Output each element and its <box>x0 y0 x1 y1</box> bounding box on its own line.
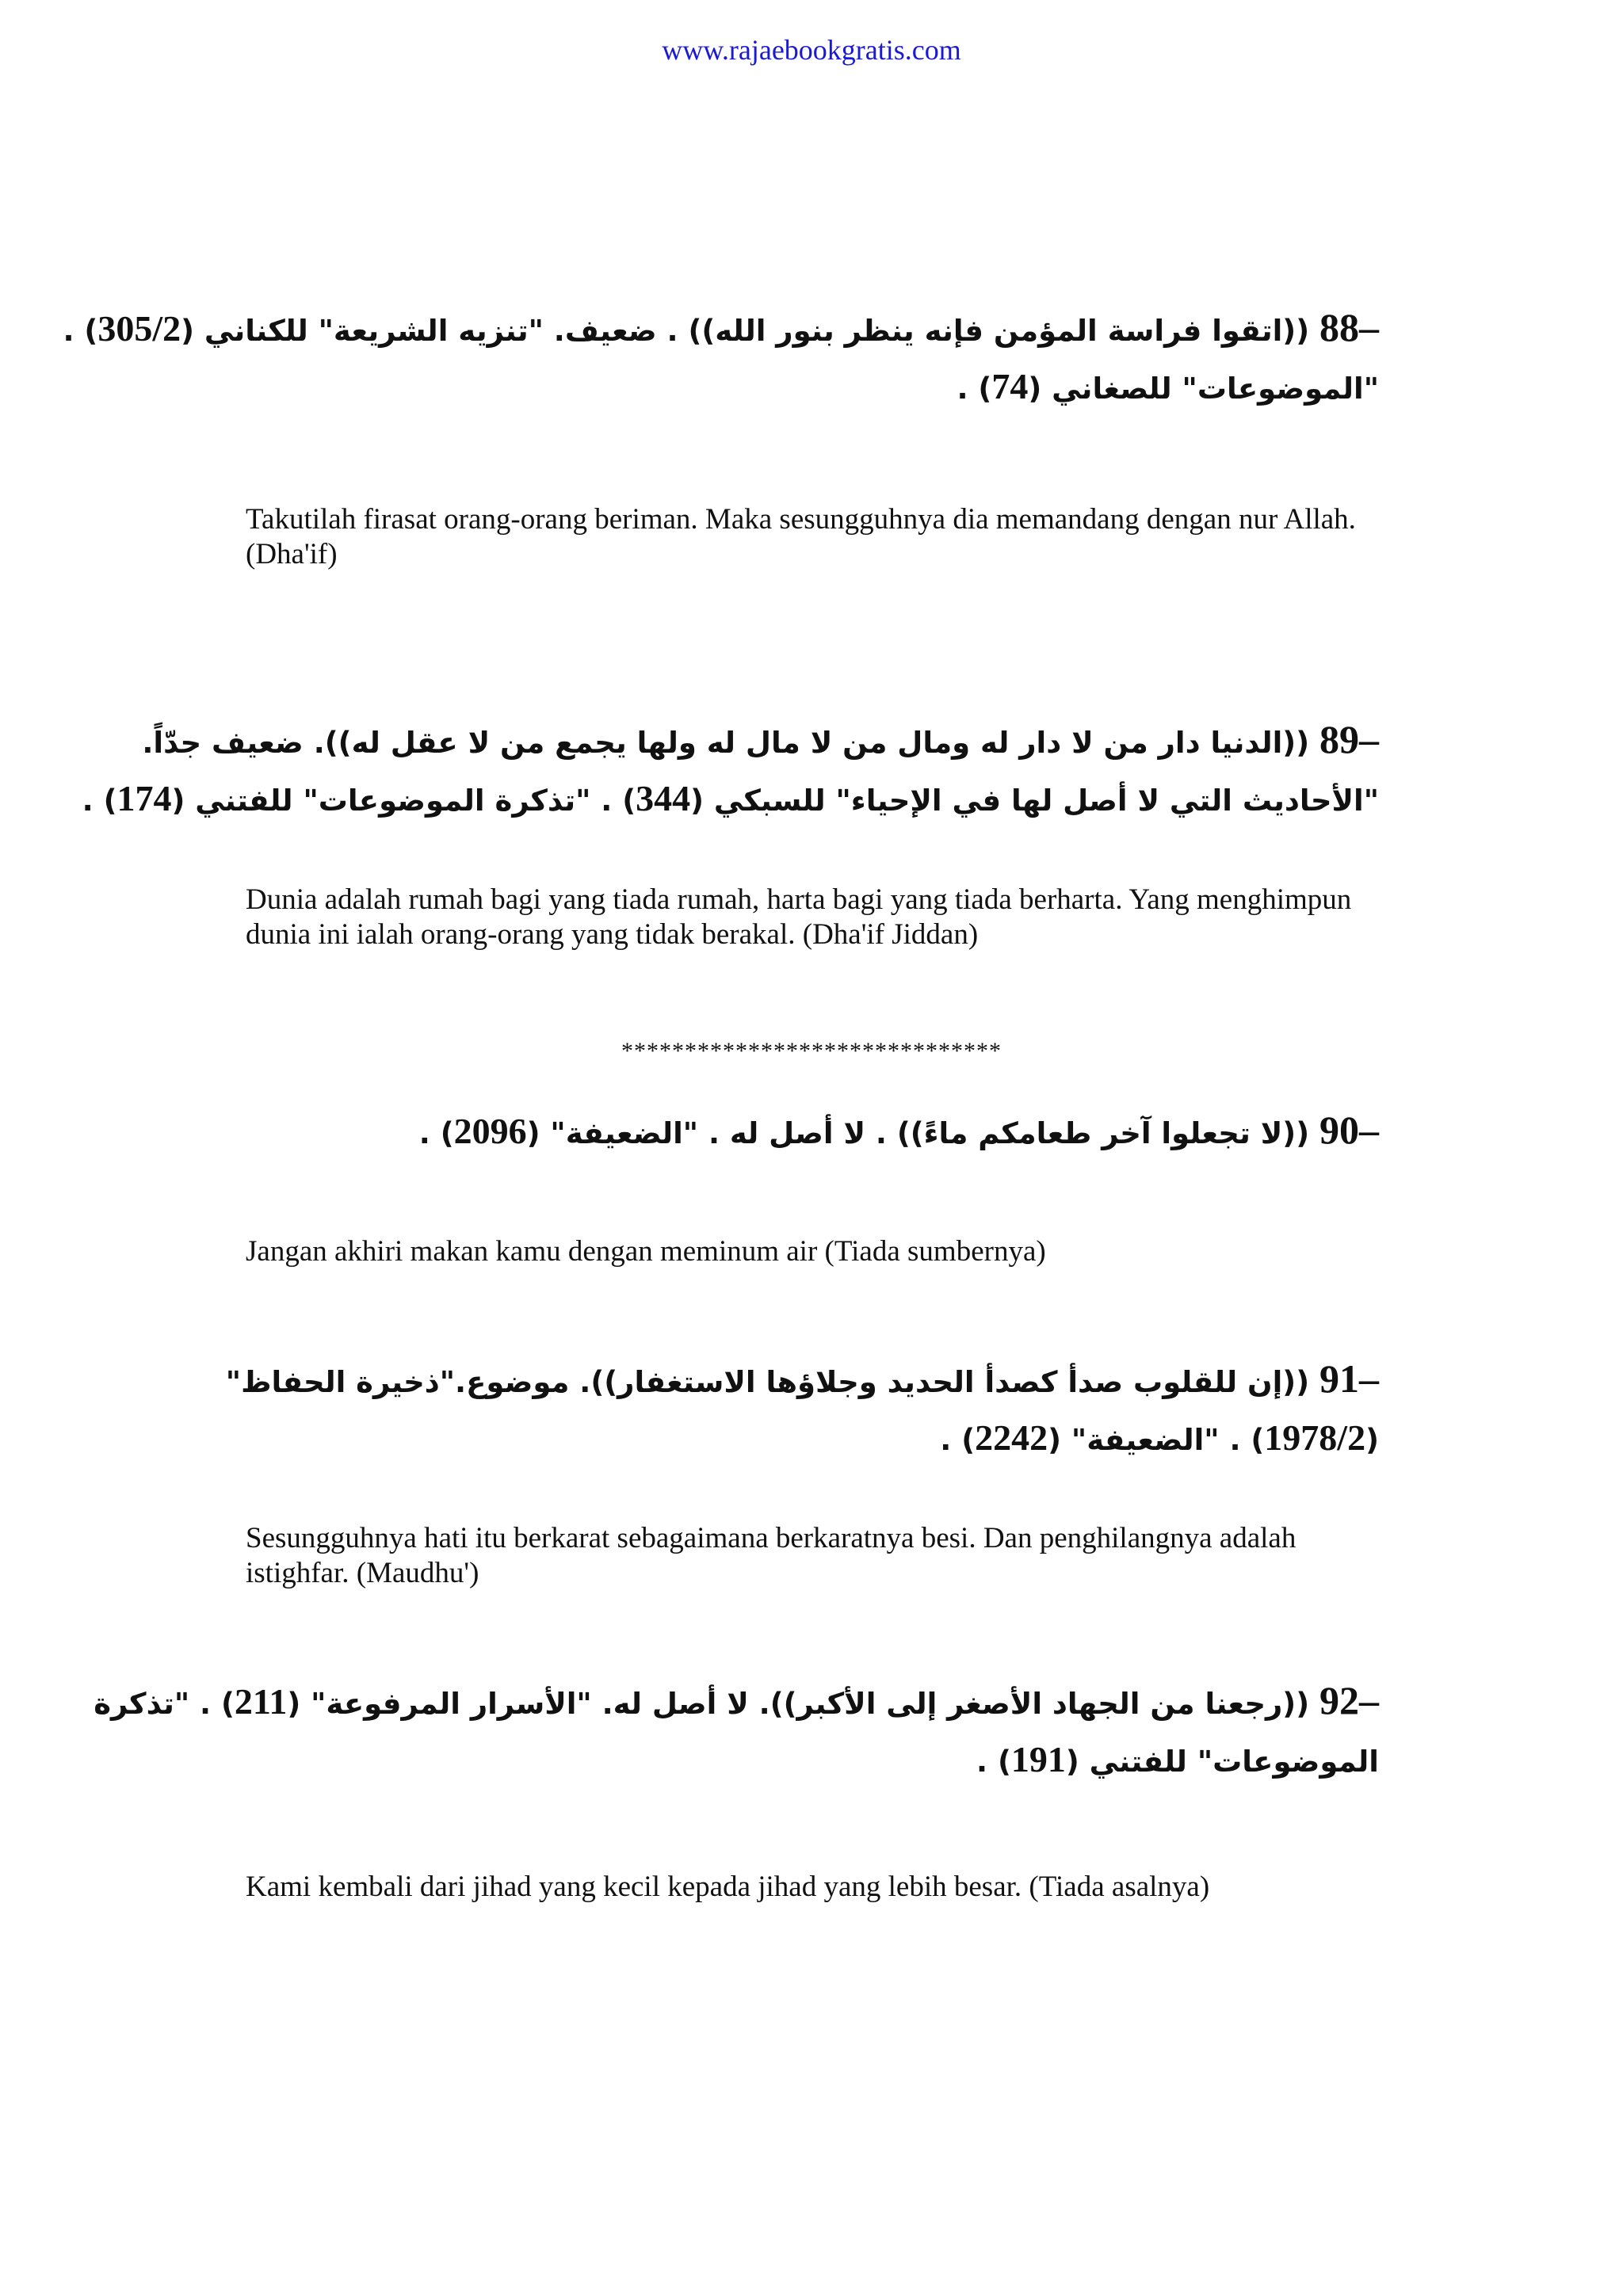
source-text: الموضوعات" للفتني ( <box>1065 1745 1379 1779</box>
hadith-arabic-line <box>246 1416 1379 1463</box>
translation-91: Sesungguhnya hati itu berkarat sebagaimana berkaratnya besi. Dan penghilangnya adalah istighfar. (Maudhu') <box>246 1522 1296 1589</box>
translation-90: Jangan akhiri makan kamu dengan meminum air (Tiada sumbernya) <box>246 1235 1046 1268</box>
hadith-text: ((رجعنا من الجهاد الأصغر إلى الأكبر)). لا أصل له. "الأسرار المرفوعة" ( <box>287 1687 1319 1721</box>
reference-number: 174 <box>116 778 172 818</box>
reference-number: 2096 <box>453 1111 527 1151</box>
hadith-arabic-line <box>246 364 1379 411</box>
source-text: ) . "تذكرة الموضوعات" للفتني ( <box>171 784 636 818</box>
source-text: ) . "تذكرة <box>94 1687 235 1721</box>
hadith-number: 91– <box>1319 1356 1379 1401</box>
hadith-arabic-line <box>246 1737 1379 1784</box>
hadith-arabic-line <box>63 305 1379 353</box>
reference-number: 191 <box>1010 1739 1066 1779</box>
hadith-text: ((الدنيا دار من لا دار له ومال من لا مال له ولها يجمع من لا عقل له)). ضعيف جدّاً. <box>142 726 1319 760</box>
hadith-entry-90 <box>246 1108 1379 1156</box>
source-text: "الأحاديث التي لا أصل لها في الإحياء" للسبكي ( <box>690 784 1379 818</box>
reference-close: ) . <box>940 1423 976 1457</box>
translation-89: Dunia adalah rumah bagi yang tiada rumah, harta bagi yang tiada berharta. Yang menghimpun dunia ini ialah orang-orang yang tidak berakal. (Dha'if Jiddan) <box>246 883 1352 951</box>
hadith-text: ((إن للقلوب صدأ كصدأ الحديد وجلاؤها الاستغفار)). موضوع."ذخيرة الحفاظ" <box>225 1365 1319 1399</box>
reference-close: ) . <box>82 784 117 818</box>
section-separator: ****************************** <box>621 1038 1002 1064</box>
reference-close: ) . <box>976 1745 1011 1779</box>
site-url-link[interactable]: www.rajaebookgratis.com <box>662 34 961 66</box>
reference-open: ( <box>1365 1423 1379 1457</box>
hadith-arabic-line <box>246 1108 1379 1156</box>
hadith-text: ((اتقوا فراسة المؤمن فإنه ينظر بنور الله)) . ضعيف. "تنزيه الشريعة" للكناني ( <box>181 314 1319 348</box>
reference-close: ) . <box>63 314 98 348</box>
hadith-number: 89– <box>1319 717 1379 761</box>
reference-number: 344 <box>636 778 691 818</box>
hadith-entry-88 <box>63 305 1379 411</box>
hadith-number: 90– <box>1319 1108 1379 1152</box>
hadith-entry-89 <box>82 717 1379 823</box>
hadith-arabic-line <box>225 1356 1379 1405</box>
translation-92: Kami kembali dari jihad yang kecil kepada jihad yang lebih besar. (Tiada asalnya) <box>246 1871 1210 1903</box>
reference-number: 74 <box>991 366 1029 406</box>
reference-close: ) . <box>418 1116 454 1150</box>
hadith-text: ((لا تجعلوا آخر طعامكم ماءً)) . لا أصل له . "الضعيفة" ( <box>526 1116 1319 1150</box>
hadith-arabic-line <box>82 776 1379 823</box>
reference-close: ) . <box>957 372 992 406</box>
reference-number: 1978/2 <box>1264 1417 1366 1458</box>
hadith-arabic-line <box>94 1678 1379 1726</box>
reference-number: 211 <box>234 1681 288 1722</box>
hadith-number: 92– <box>1319 1678 1379 1722</box>
reference-number: 2242 <box>975 1417 1048 1458</box>
translation-88: Takutilah firasat orang-orang beriman. Maka sesungguhnya dia memandang dengan nur Allah. (Dha'if) <box>246 503 1356 570</box>
reference-number: 305/2 <box>97 308 181 349</box>
source-text: ) . "الضعيفة" ( <box>1048 1423 1265 1457</box>
hadith-arabic-line <box>142 717 1379 765</box>
hadith-entry-91 <box>225 1356 1379 1463</box>
hadith-number: 88– <box>1319 305 1379 349</box>
source-text: "الموضوعات" للصغاني ( <box>1028 372 1379 406</box>
hadith-entry-92 <box>94 1678 1379 1784</box>
